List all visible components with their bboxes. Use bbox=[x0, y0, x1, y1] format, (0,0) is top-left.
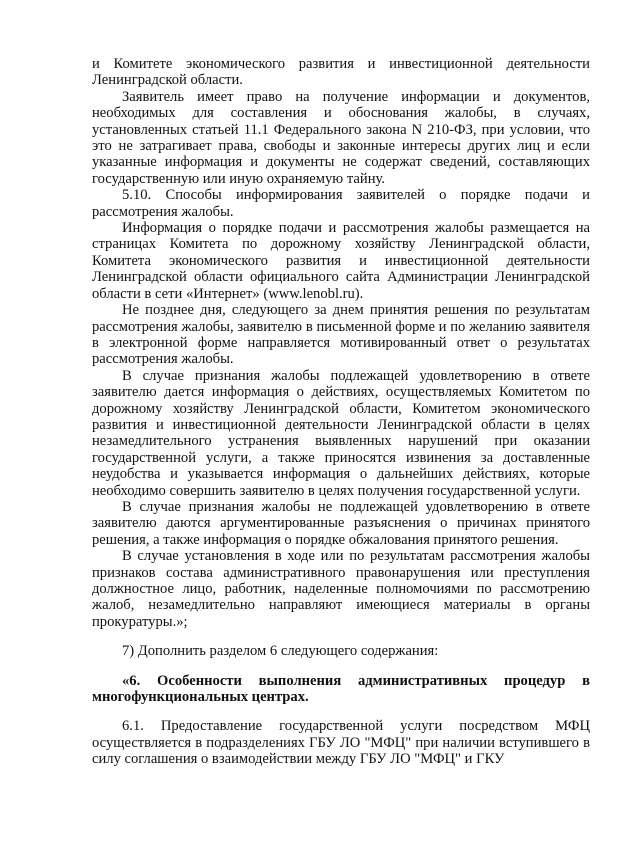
paragraph-response-deadline: Не позднее дня, следующего за днем принятия решения по результатам рассмотрения жалобы, заявителю в письменной форме и по желанию заявителя в электронной форме направляется мотивированный ответ о результатах рассмотрения жалобы. bbox=[92, 302, 590, 368]
section-6-heading: «6. Особенности выполнения административных процедур в многофункциональных центрах. bbox=[92, 672, 590, 706]
paragraph-applicant-rights: Заявитель имеет право на получение информации и документов, необходимых для составления и обоснования жалобы, в случаях, установленных статьей 11.1 Федерального закона N 210-ФЗ, при условии, что это не затрагивает права, свободы и законные интересы других лиц и если указанные информация и документы не содержат сведений, составляющих государственную или иную охраняемую тайну. bbox=[92, 88, 590, 187]
paragraph-info-placement: Информация о порядке подачи и рассмотрения жалобы размещается на страницах Комитета по дорожному хозяйству Ленинградской области, Комитета экономического развития и инвестиционной деятельности Ленинградской области официального сайта Администрации Ленинградской области в сети «Интернет» (www.lenobl.ru). bbox=[92, 220, 590, 302]
paragraph-prosecution: В случае установления в ходе или по результатам рассмотрения жалобы признаков состава административного правонарушения или преступления должностное лицо, работник, наделенные полномочиями по рассмотрению жалоб, незамедлительно направляют имеющиеся материалы в органы прокуратуры.»; bbox=[92, 548, 590, 630]
document-page bbox=[92, 56, 590, 768]
paragraph-complaint-satisfied: В случае признания жалобы подлежащей удовлетворению в ответе заявителю дается информация о действиях, осуществляемых Комитетом по дорожному хозяйству Ленинградской области, Комитетом экономического развития и инвестиционной деятельности Ленинградской области в целях незамедлительного устранения выявленных нарушений при оказании государственной услуги, а также приносятся извинения за доставленные неудобства и указывается информация о дальнейших действиях, которые необходимо совершить заявителю в целях получения государственной услуги. bbox=[92, 367, 590, 499]
paragraph-6-1: 6.1. Предоставление государственной услуги посредством МФЦ осуществляется в подразделениях ГБУ ЛО "МФЦ" при наличии вступившего в силу соглашения о взаимодействии между ГБУ ЛО "МФЦ" и ГКУ bbox=[92, 718, 590, 768]
paragraph-amendment-7: 7) Дополнить разделом 6 следующего содержания: bbox=[122, 643, 439, 660]
paragraph-complaint-rejected: В случае признания жалобы не подлежащей удовлетворению в ответе заявителю даются аргументированные разъяснения о причинах принятого решения, а также информация о порядке обжалования принятого решения. bbox=[92, 498, 590, 548]
paragraph-5-10-title: 5.10. Способы информирования заявителей о порядке подачи и рассмотрения жалобы. bbox=[92, 187, 590, 220]
paragraph-continuation: и Комитете экономического развития и инвестиционной деятельности Ленинградской области. bbox=[92, 56, 590, 89]
